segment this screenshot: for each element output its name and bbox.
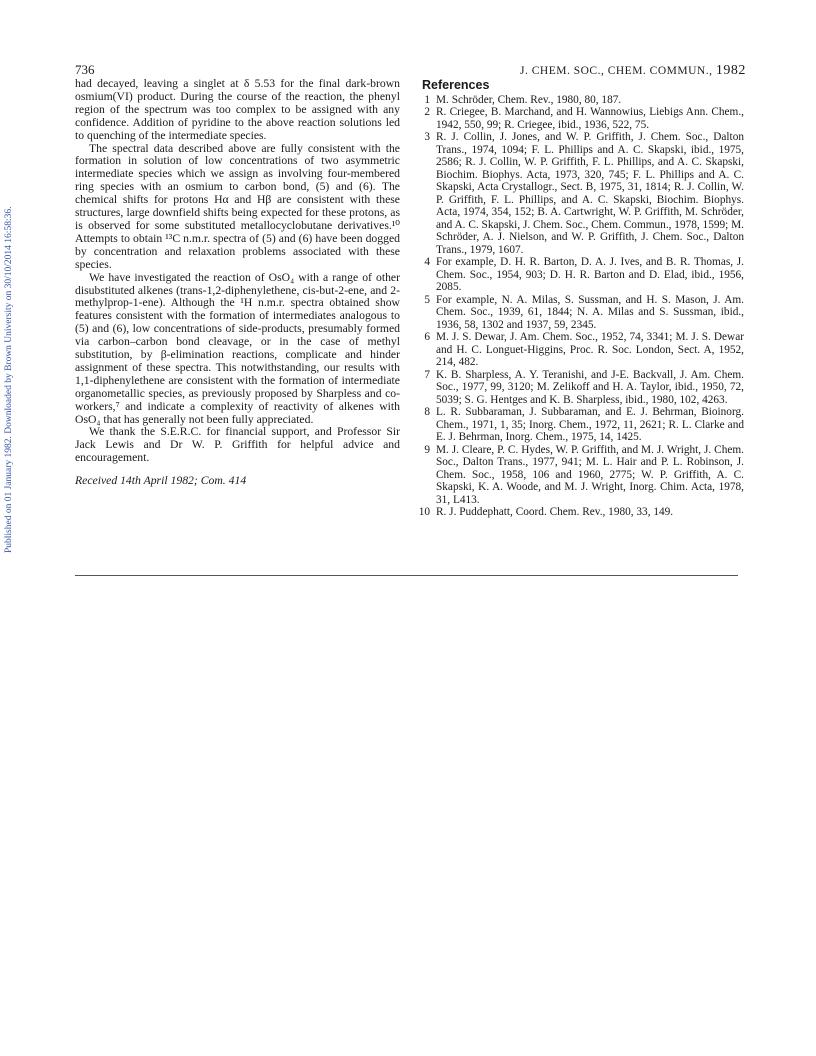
reference-item (418, 94, 744, 107)
reference-item (418, 369, 744, 407)
reference-item (418, 131, 744, 256)
reference-item (418, 294, 744, 332)
references-column (418, 79, 744, 519)
reference-item (418, 256, 744, 294)
journal-name: J. CHEM. SOC., CHEM. COMMUN., (520, 65, 713, 77)
reference-text: K. B. Sharpless, A. Y. Teranishi, and J-E. Backvall, J. Am. Chem. Soc., 1977, 99, 3120; M. Zelikoff and H. A. Taylor, ibid., 1950, 72, 5039; S. G. Hentges and K. B. Sharpless, ibid., 1980, 102, 4263. (436, 368, 744, 406)
reference-list (418, 94, 744, 519)
reference-number: 8 (424, 406, 430, 418)
reference-item (418, 506, 744, 519)
received-date: Received 14th April 1982; Com. 414 (75, 474, 247, 488)
body-paragraph: had decayed, leaving a singlet at δ 5.53 for the final dark-brown osmium(VI) product. During the course of the reaction, the phenyl region of the spectrum was too complex to be assigned with any confidence. Addition of pyridine to the above reaction solutions led to quenching of the intermediate species. (75, 77, 400, 142)
reference-text: M. J. S. Dewar, J. Am. Chem. Soc., 1952, 74, 3341; M. J. S. Dewar and H. C. Longuet-Higgins, Proc. R. Soc. London, Sect. A, 1952, 214, 482. (436, 331, 744, 368)
reference-text: M. Schröder, Chem. Rev., 1980, 80, 187. (436, 93, 622, 106)
reference-number: 9 (424, 443, 430, 456)
reference-text: For example, D. H. R. Barton, D. A. J. Ives, and B. R. Thomas, J. Chem. Soc., 1954, 903; D. H. R. Barton and D. Elad, ibid., 1956, 2085. (436, 256, 744, 293)
running-head (520, 63, 746, 79)
reference-text: R. J. Puddephatt, Coord. Chem. Rev., 1980, 33, 149. (436, 506, 674, 518)
reference-number: 6 (424, 331, 430, 343)
body-paragraph: We have investigated the reaction of OsO₄ with a range of other disubstituted alkenes (trans-1,2-diphenylethene, cis-but-2-ene, and 2-methylprop-1-ene). Although the ¹H n.m.r. spectra obtained show features consistent with the formation of intermediates analogous to (5) and (6), low concentrations of side-products, presumably formed via carbon–carbon bond cleavage, or in the case of methyl substitution, by β-elimination reactions, complicate and hinder assignment of these spectra. This notwithstanding, our results with 1,1-diphenylethene are consistent with the formation of intermediate organometallic species, as previously proposed by Sharpless and co-workers,⁷ and indicate a complexity of reactivity of alkenes with OsO₄ that has generally not been fully appreciated. (75, 270, 400, 426)
reference-number: 4 (424, 256, 430, 268)
reference-number: 1 (424, 93, 430, 106)
reference-item (418, 331, 744, 369)
reference-item (418, 444, 744, 507)
body-text-column (75, 78, 400, 488)
journal-year: 1982 (715, 63, 746, 78)
body-paragraph: The spectral data described above are fully consistent with the formation in solution of low concentrations of two asymmetric intermediate species which we assign as involving four-membered ring species with an osmium to carbon bond, (5) and (6). The chemical shifts for protons Hα and Hβ are consistent with these structures, large downfield shifts being expected for these protons, as is observed for some substituted metallocyclobutane derivatives.¹⁰ Attempts to obtain ¹³C n.m.r. spectra of (5) and (6) have been dogged by concentration and relaxation problems associated with these species. (75, 141, 400, 271)
reference-number: 5 (424, 293, 430, 306)
reference-text: R. Criegee, B. Marchand, and H. Wannowius, Liebigs Ann. Chem., 1942, 550, 99; R. Criegee, ibid., 1936, 522, 75. (436, 106, 744, 131)
page-divider (75, 575, 738, 576)
page-number: 736 (75, 62, 95, 77)
references-heading: References (422, 78, 490, 92)
reference-number: 3 (424, 131, 430, 143)
reference-text: L. R. Subbaraman, J. Subbaraman, and E. J. Behrman, Bioinorg. Chem., 1971, 1, 35; Inorg. Chem., 1972, 11, 2621; R. L. Clarke and E. J. Behrman, Inorg. Chem., 1975, 14, 1425. (436, 406, 744, 443)
reference-number: 7 (424, 368, 430, 381)
reference-text: M. J. Cleare, P. C. Hydes, W. P. Griffith, and M. J. Wright, J. Chem. Soc., Dalton Trans., 1977, 941; M. L. Hair and P. L. Robinson, J. Chem. Soc., 1958, 106 and 1960, 2775; W. P. Griffith, A. C. Skapski, K. A. Woode, and M. J. Wright, Inorg. Chim. Acta, 1978, 31, L413. (436, 443, 744, 506)
reference-number: 2 (424, 106, 430, 118)
reference-item (418, 106, 744, 131)
reference-text: For example, N. A. Milas, S. Sussman, and H. S. Mason, J. Am. Chem. Soc., 1939, 61, 1844; N. A. Milas and S. Sussman, ibid., 1936, 58, 1302 and 1937, 59, 2345. (436, 293, 744, 331)
reference-text: R. J. Collin, J. Jones, and W. P. Griffith, J. Chem. Soc., Dalton Trans., 1974, 1094; F. L. Phillips and A. C. Skapski, ibid., 1975, 2586; R. J. Collin, W. P. Griffith, F. L. Phillips, and A. C. Skapski, Biochim. Biophys. Acta, 1973, 320, 745; F. L. Phillips and A. C. Skapski, Acta Crystallogr., Sect. B, 1975, 31, 1814; R. J. Collin, W. P. Griffith, F. L. Phillips, and A. C. Skapski, Biochim. Biophys. Acta, 1974, 354, 152; B. A. Cartwright, W. P. Griffith, M. Schröder, and A. C. Skapski, J. Chem. Soc., Chem. Commun., 1978, 1599; M. Schröder, A. J. Nielson, and W. P. Griffith, J. Chem. Soc., Dalton Trans., 1979, 1607. (436, 131, 744, 256)
reference-item (418, 406, 744, 444)
reference-number: 10 (418, 506, 430, 518)
acknowledgement-paragraph: We thank the S.E.R.C. for financial support, and Professor Sir Jack Lewis and Dr W. P. Griffith for helpful advice and encouragement. (75, 425, 400, 465)
download-watermark: Published on 01 January 1982. Downloaded by Brown University on 30/10/2014 16:58:36. (4, 206, 14, 554)
